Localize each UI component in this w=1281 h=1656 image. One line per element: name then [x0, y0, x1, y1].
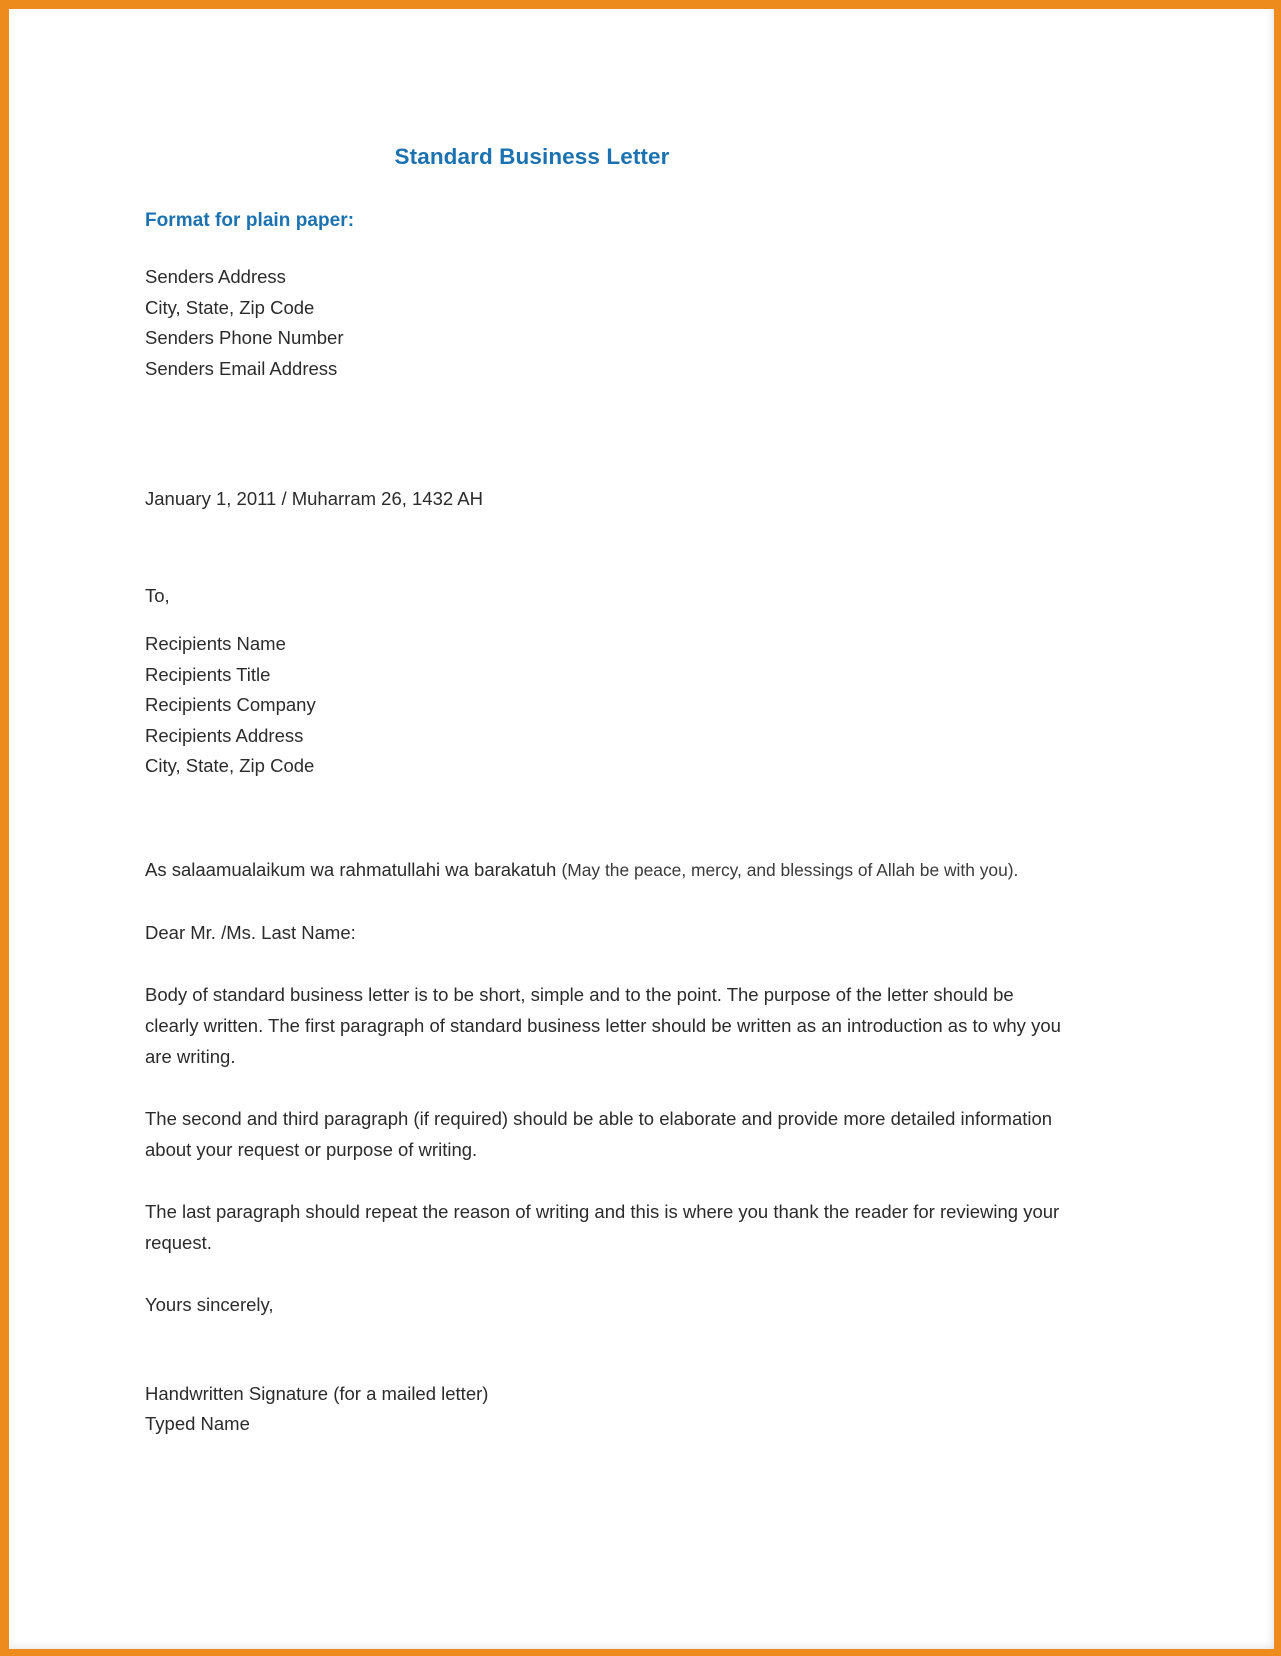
to-label: To, — [145, 584, 170, 606]
islamic-greeting — [145, 854, 1069, 886]
letter-date: January 1, 2011 / Muharram 26, 1432 AH — [145, 488, 483, 509]
recipient-city-line: City, State, Zip Code — [145, 755, 315, 776]
section-heading-format: Format for plain paper: — [145, 210, 355, 231]
recipient-title-line: Recipients Title — [145, 663, 271, 685]
signature-block — [145, 1379, 1069, 1440]
sender-email-line: Senders Email Address — [145, 357, 338, 379]
spacer-before-signature — [145, 1350, 1069, 1379]
salutation-line: Dear Mr. /Ms. Last Name: — [145, 921, 356, 943]
recipient-address-line: Recipients Address — [145, 724, 304, 746]
sender-phone-line: Senders Phone Number — [145, 327, 344, 348]
typed-name-line: Typed Name — [145, 1413, 250, 1434]
spacer-after-sender — [145, 384, 1069, 484]
body-paragraph-2: The second and third paragraph (if required) should be able to elaborate and provide more detailed information about your request or purpose of writing. — [145, 1107, 1053, 1160]
spacer-after-to — [145, 611, 1069, 629]
recipient-address-block — [145, 629, 1069, 782]
sender-address-line: Senders Address — [145, 266, 286, 287]
page-title: Standard Business Letter — [394, 144, 670, 169]
sender-city-line: City, State, Zip Code — [145, 296, 315, 318]
greeting-translation: (May the peace, mercy, and blessings of Allah be with you). — [561, 859, 1019, 880]
greeting-transliteration: As salaamualaikum wa rahmatullahi wa barakatuh — [145, 858, 562, 880]
recipient-name-line: Recipients Name — [145, 633, 286, 654]
recipient-company-line: Recipients Company — [145, 694, 316, 715]
handwritten-signature-line: Handwritten Signature (for a mailed letter) — [145, 1382, 489, 1404]
closing-line: Yours sincerely, — [145, 1293, 274, 1315]
spacer-after-date — [145, 515, 1069, 581]
body-paragraph-3: The last paragraph should repeat the reason of writing and this is where you thank the reader for reviewing your request. — [145, 1200, 1060, 1253]
sender-address-block — [145, 262, 1069, 384]
document-sheet — [9, 9, 1274, 1649]
letter-content — [145, 144, 1069, 1440]
body-paragraph-1: Body of standard business letter is to be short, simple and to the point. The purpose of the letter should be clearly written. The first paragraph of standard business letter should be written as an introduction as to why you are writing. — [145, 983, 1061, 1067]
spacer-after-recipients — [145, 782, 1069, 854]
